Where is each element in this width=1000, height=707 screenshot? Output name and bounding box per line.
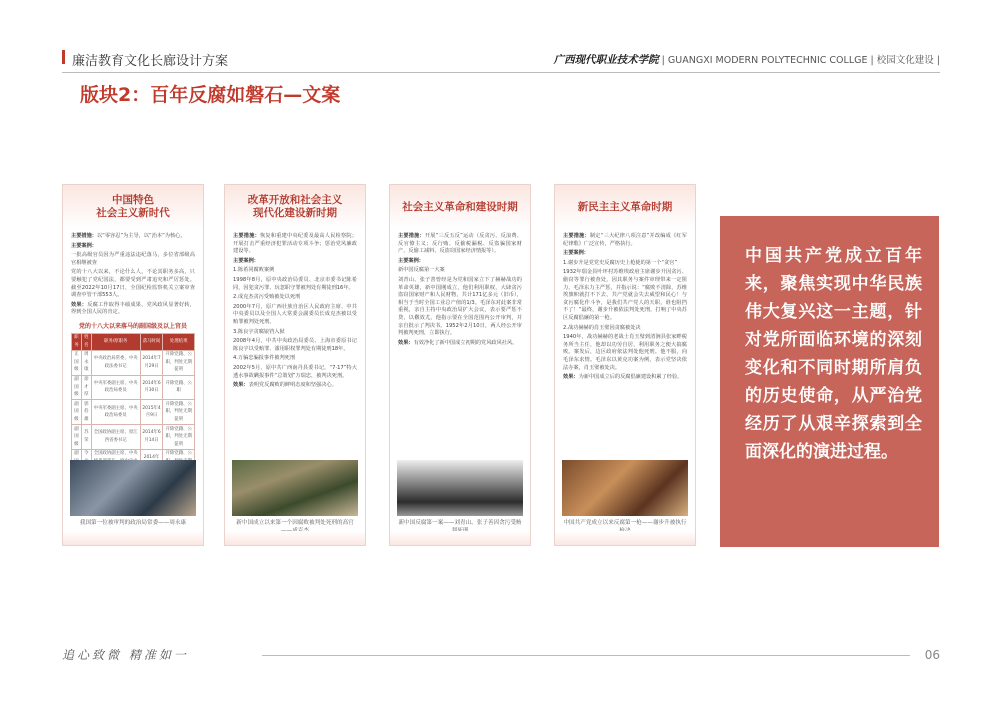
panel-paragraph (398, 233, 522, 256)
panel-paragraph (233, 267, 357, 275)
table-cell: 开除党籍、公 (163, 449, 195, 474)
paragraph-text: 以“零容忍”为主导，以“治本”为核心。 (96, 233, 186, 239)
photo-caption: 我国第一位被审判的政治局常委——周永康 (79, 520, 187, 526)
paragraph-text: 新中国反腐第一大案 (398, 267, 445, 274)
table-row (72, 425, 195, 450)
paragraph-text: 1940年，战功赫赫的老战士肖玉璧到清涧县张家畔税务所当主任，他却以功劳自居，利用职务之便大搞腐败。案发后，边区政府依法判处他死刑。他不服，向毛泽东求情。毛泽东以黄克功案为例，表示党坚决依法办案，肖玉璧被处决。 (563, 334, 687, 371)
footer-divider (262, 655, 910, 656)
paragraph-text: 2.战功赫赫的肖玉璧因贪腐被处决 (563, 324, 641, 331)
panel-paragraph (563, 334, 687, 372)
panel-reform-era (224, 184, 366, 546)
paragraph-label: 主要措施： (563, 233, 590, 239)
paragraph-text: 2.成克杰贪污受贿被处以死刑 (233, 294, 301, 301)
table-cell: 全国政协副主席、中央 (91, 449, 140, 474)
panel-new-democratic-revolution (554, 184, 696, 546)
panel-paragraph (563, 260, 687, 268)
trial-photo (70, 460, 196, 516)
college-logo-text: 广西现代职业技术学院 (553, 54, 659, 66)
panel-paragraph (71, 233, 195, 241)
paragraph-text: 制定“三大纪律八项注意”并改编成《红军纪律歌》广泛宣传，严格执行。 (563, 233, 687, 247)
paragraph-label: 效果： (71, 301, 88, 308)
table-cell: 徐才厚 (81, 375, 91, 400)
panel-footer-band (555, 531, 695, 545)
table-header: 落马时间 (140, 333, 163, 350)
paragraph-label: 主要案例： (71, 242, 97, 249)
table-header: 处理结果 (163, 333, 195, 350)
photo-caption: 中国共产党成立以来反腐第一枪——谢步升被执行 (563, 520, 687, 526)
table-cell: 全国政协副主席、原江西省委书记 (91, 425, 140, 450)
footer-motto: 追心致微 精准如一 (62, 648, 189, 662)
paragraph-text: 3.陈良宇贪腐锒铛入狱 (233, 328, 285, 335)
table-cell: 2014年7月29日 (140, 350, 163, 375)
paragraph-text: 2008年4月，中共中央政治局委员、上海市委原书记陈良宇以受贿罪、滥用职权罪判处有期徒刑18年。 (233, 338, 357, 352)
summary-quote-box: 中国共产党成立百年来，聚焦实现中华民族伟大复兴这一主题，针对党所面临环境的深刻变化和不同时期所肩负的历史使命，从严治党经历了从艰辛探索到全面深化的演进过程。 (720, 216, 939, 547)
paragraph-text: 2000年7月，原广西壮族自治区人民政府主席、中共中央委员以及全国人大常委会副委员长成克杰被以受贿罪被判处死刑。 (233, 303, 357, 325)
trial-photo (397, 460, 523, 516)
execution-photo (562, 460, 688, 516)
table-caption: 党的十八大以来落马的副国级及以上官员 (78, 322, 187, 330)
paragraph-text: 4.万骗忠骗报事件被判死刑 (233, 355, 296, 362)
college-name-en: GUANGXI MODERN POLYTECHNIC COLLGE (667, 55, 868, 66)
panel-paragraph (398, 277, 522, 338)
table-cell: 开除党籍、公职，判处无期徒刑 (163, 425, 195, 450)
paragraph-label: 主要措施： (71, 233, 97, 239)
table-cell: 苏荣 (81, 425, 91, 450)
table-header: 职务 (72, 333, 82, 350)
panel-paragraph (233, 365, 357, 380)
table-cell: 正国级 (72, 350, 82, 375)
panel-paragraph (233, 277, 357, 292)
panel-body (390, 229, 530, 347)
paragraph-text: 有效净化了新中国成立初期的党风政风社风。 (413, 339, 518, 346)
table-row (72, 400, 195, 425)
panel-paragraph (233, 294, 357, 302)
trial-photo (232, 460, 358, 516)
panel-heading: 社会主义革命和建设时期 (390, 185, 530, 229)
panel-footer-band (390, 531, 530, 545)
paragraph-label: 主要措施： (398, 233, 425, 239)
paragraph-text: 党的十八大以来，不论什么人，不论其职务多高，只要触犯了党纪国法，都要受到严肃追究和严厉惩处。截至2022年10月17日，全国纪检监察机关立案审查调查中管干部553人。 (71, 269, 195, 299)
table-cell: 郭伯雄 (81, 400, 91, 425)
table-header: 姓名 (81, 333, 91, 350)
panel-paragraph (233, 233, 357, 256)
table-cell: 开除党籍、公职 (163, 375, 195, 400)
table-cell: 副国级 (72, 400, 82, 425)
panel-heading: 中国特色 社会主义新时代 (63, 185, 203, 229)
paragraph-label: 效果： (233, 382, 249, 389)
page-number: 06 (924, 648, 940, 662)
panel-new-era (62, 184, 204, 546)
panel-paragraph (398, 267, 522, 275)
table-cell: 2014年6月30日 (140, 375, 163, 400)
panel-paragraph (563, 374, 687, 382)
table-cell: 副国级 (72, 375, 82, 400)
paragraph-label: 效果： (563, 374, 579, 381)
panel-paragraph (71, 243, 195, 251)
panel-footer-band (63, 531, 203, 545)
paragraph-text: 为新中国成立后的反腐倡廉建设积累了经验。 (578, 374, 683, 381)
panel-paragraph (233, 355, 357, 363)
page-title: 版块2：百年反腐如磐石—文案 (80, 84, 341, 106)
table-header: 职务/原职务 (91, 333, 140, 350)
table-cell: 副国级 (72, 425, 82, 450)
header-accent-bar (62, 50, 65, 64)
header-brand-line (554, 52, 940, 67)
paragraph-text: 开展“三反五反”运动（反贪污、反浪费、反官僚主义；反行贿、反偷税漏税、反盗骗国家财产、反偷工减料、反盗窃国家经济情报等）。 (398, 233, 522, 255)
panel-body (555, 229, 695, 382)
table-cell: 令 (81, 449, 91, 474)
photo-caption: 新中国成立以来第一个因腐败被判处死刑的高官 (236, 520, 354, 526)
separator: | (661, 55, 668, 66)
table-cell: 副 (72, 449, 82, 474)
panel-body (63, 229, 203, 499)
panel-paragraph (71, 269, 195, 299)
photo-caption: 新中国反腐第一案——刘青山、张子善因贪污受贿 (398, 520, 522, 526)
paragraph-text: 表明党反腐败的鲜明态度和坚强决心。 (248, 382, 337, 389)
paragraph-text: 1932年瑞金县叶坪村苏维埃政府主席谢步升因贪污、偷窃等罪行被查处，因其职务与案件审理带来一定阻力，毛泽东力主严惩，并指示说：“腐败不清除，苏维埃旗帜就打不下去，共产党就会失去威望和民心！与贪污腐化作斗争，是我们共产党人的天职，谁也阻挡不了！”最终，谢步升被依法判处死刑，打响了中央苏区反腐倡廉的第一枪。 (563, 269, 687, 321)
paragraph-label: 主要案例： (233, 257, 259, 264)
paragraph-text: 恢复和重建中央纪委及最高人民检察院；开展打击严重经济犯罪活动专项斗争；惩治党风廉政建设等。 (233, 233, 357, 255)
panel-paragraph (233, 258, 357, 266)
separator: | (870, 55, 877, 66)
paragraph-text: 1998年8月，原中央政治局委员、北京市委书记陈希同，因犯贪污罪、玩忽职守罪被判处有期徒刑16年。 (233, 276, 357, 291)
panel-socialist-construction (389, 184, 531, 546)
panel-paragraph (71, 302, 195, 317)
panel-heading: 改革开放和社会主义 现代化建设新时期 (225, 185, 365, 229)
paragraph-label: 主要措施： (233, 233, 260, 239)
panel-paragraph (563, 233, 687, 248)
panel-paragraph (398, 340, 522, 348)
panel-paragraph (563, 250, 687, 258)
panel-paragraph (398, 258, 522, 266)
panel-body (225, 229, 365, 390)
panel-heading: 新民主主义革命时期 (555, 185, 695, 229)
paragraph-label: 主要案例： (398, 257, 424, 264)
section-name: 校园文化建设 (876, 55, 934, 66)
table-cell: 中央军委副主席、中央政治局委员 (91, 400, 140, 425)
panel-paragraph (233, 329, 357, 337)
paragraph-label: 主要案例： (563, 250, 589, 257)
table-cell: 2014年6月14日 (140, 425, 163, 450)
separator: | (936, 55, 940, 66)
table-cell: 开除党籍、公职，判处无期徒刑 (163, 350, 195, 375)
paragraph-text: 1.谢步升是党党史反腐历史上枪毙的第一个“贪官” (563, 259, 678, 266)
paragraph-text: 反腐工作取得丰硕成果，党风政风显著好转，得到全国人民的肯定。 (71, 301, 195, 316)
document-title: 廉洁教育文化长廊设计方案 (72, 54, 229, 69)
table-cell: 2015年4月9日 (140, 400, 163, 425)
paragraph-text: 1.陈希同腐败案例 (233, 267, 275, 274)
panel-footer-band (225, 531, 365, 545)
paragraph-text: 2002年5月，原中共广西南丹县委书记，“7·17”特大透水事故瞒报事件“总策划”万瑞忠，被判决死刑。 (233, 364, 357, 379)
panel-paragraph (71, 252, 195, 267)
paragraph-text: 刘青山、张子善曾经是为党和国家立下了赫赫战功的革命英雄，新中国刚成立，他们利用职权，大肆贪污盗窃国家财产和人民财物，共计171亿多元（旧币），相当于当时全国工业总产值的1/3。毛泽东对此案非常重视，亲自主持中央政治局扩大会议，表示要严惩不贷，以儆效尤。他指示要在全国范围内公开审判，并亲自批示了判决书。1952年2月10日，两人经公开审判被判死刑，立即执行。 (398, 276, 522, 337)
table-cell: 开除党籍、公职，判处无期徒刑 (163, 400, 195, 425)
table-row (72, 375, 195, 400)
paragraph-text: 一批高级官员因为严重违法违纪落马，多位省部级高官相继被查 (71, 252, 195, 266)
panel-paragraph (233, 382, 357, 390)
table-cell: 2014年 (140, 449, 163, 474)
panel-paragraph (233, 338, 357, 353)
table-cell: 中央政治局常委、中央政法委书记 (91, 350, 140, 375)
table-cell: 中央军委副主席、中央政治局委员 (91, 375, 140, 400)
table-cell: 周永康 (81, 350, 91, 375)
paragraph-label: 效果： (398, 339, 414, 346)
panel-paragraph (233, 304, 357, 327)
header-divider (62, 72, 940, 73)
panel-paragraph (563, 325, 687, 333)
table-row (72, 350, 195, 375)
panel-paragraph (563, 269, 687, 322)
